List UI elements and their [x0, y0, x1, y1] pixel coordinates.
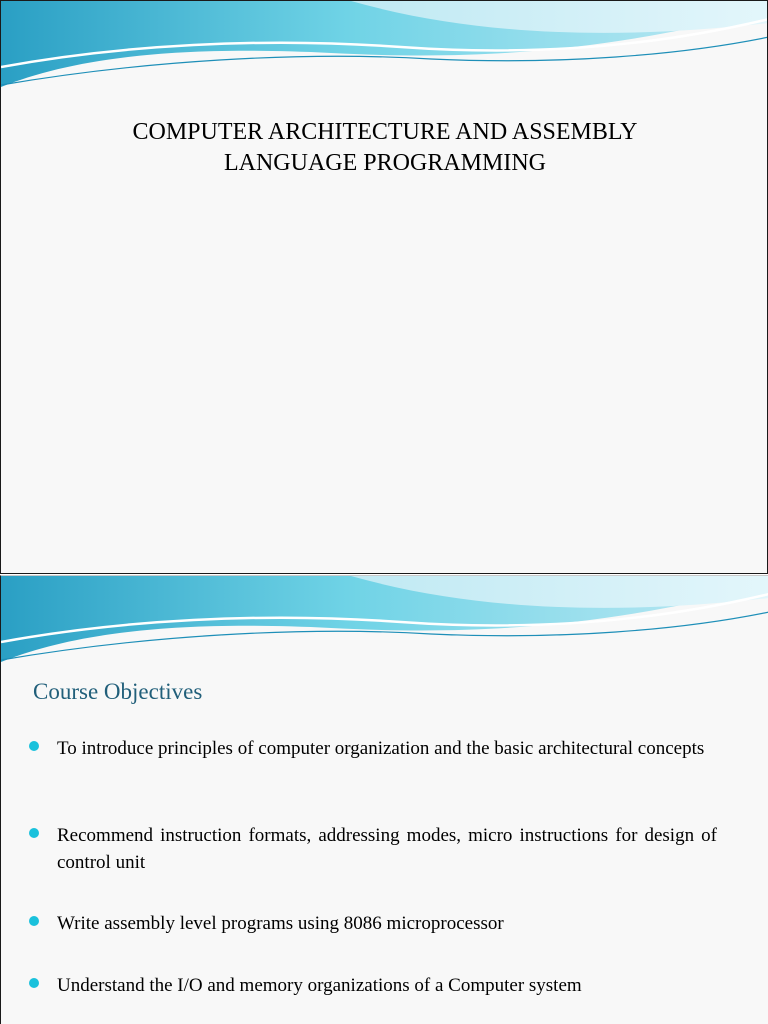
bullet-dot-icon: [29, 828, 39, 838]
list-item-text: To introduce principles of computer organization and the basic architectural concepts: [57, 738, 705, 759]
list-item: [29, 972, 717, 999]
list-item: [29, 822, 717, 876]
slide-title-line-1: COMPUTER ARCHITECTURE AND ASSEMBLY: [132, 119, 638, 145]
section-heading: Course Objectives: [33, 679, 203, 704]
list-item-text: Write assembly level programs using 8086 microprocessor: [57, 913, 504, 934]
slide-title-line-2: LANGUAGE PROGRAMMING: [223, 150, 546, 176]
list-item: [29, 735, 717, 762]
list-item: [29, 910, 717, 937]
bullet-dot-icon: [29, 741, 39, 751]
list-item-text: Recommend instruction formats, addressing modes, micro instructions for design of control unit: [57, 825, 717, 873]
wave-header-graphic: [1, 1, 768, 101]
list-item-text: Understand the I/O and memory organizations of a Computer system: [57, 975, 582, 996]
wave-header-graphic: [1, 576, 768, 676]
bullet-dot-icon: [29, 916, 39, 926]
bullet-dot-icon: [29, 978, 39, 988]
slide-title: [1, 117, 768, 179]
objectives-slide: [0, 575, 768, 1024]
